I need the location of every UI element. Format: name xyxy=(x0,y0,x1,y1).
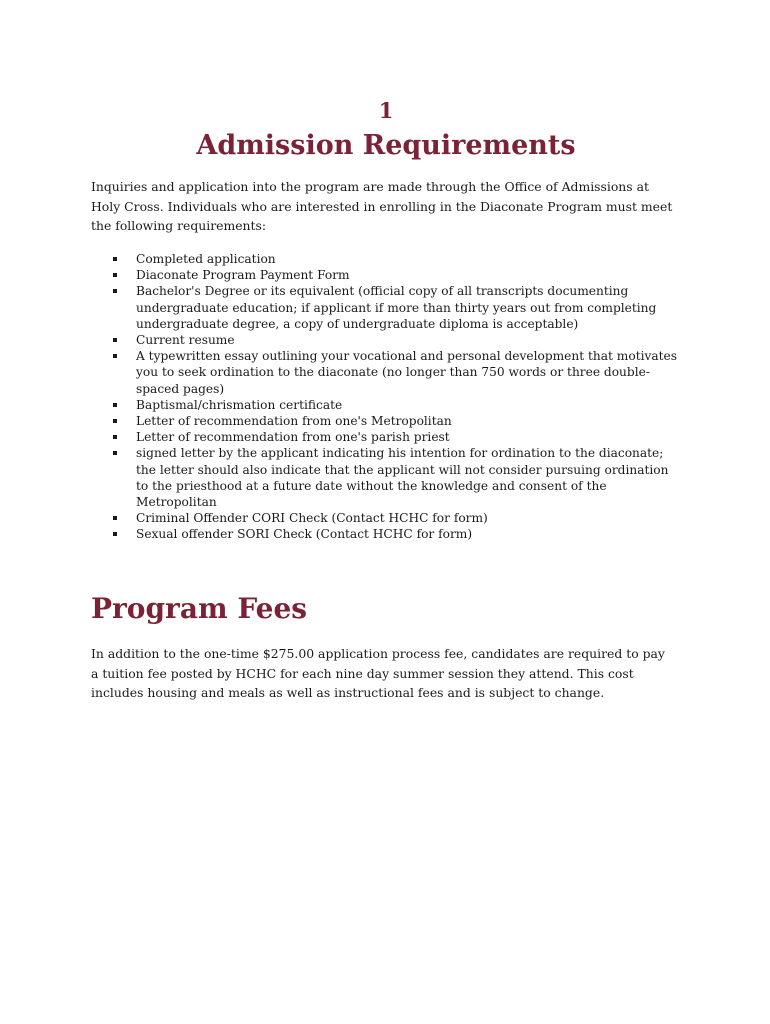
program-fees-paragraph: In addition to the one-time $275.00 application process fee, candidates are required to pay a tuition fee posted by HCHC for each nine day summer session they attend. This cost includes housing and meals as well as instructional fees and is subject to change. xyxy=(91,646,665,700)
list-item: Letter of recommendation from one's parish priest xyxy=(91,429,681,445)
chapter-number: 1 xyxy=(378,98,394,123)
list-item: Current resume xyxy=(91,332,681,348)
program-fees-heading: Program Fees xyxy=(91,592,308,625)
list-item: Letter of recommendation from one's Metropolitan xyxy=(91,413,681,429)
list-item: A typewritten essay outlining your vocational and personal development that motivates you to seek ordination to the diaconate (no longer than 750 words or three double-spaced pages) xyxy=(91,348,681,397)
admission-requirements-heading: Admission Requirements xyxy=(196,130,576,161)
admission-intro-paragraph: Inquiries and application into the program are made through the Office of Admissions at Holy Cross. Individuals who are interested in enrolling in the Diaconate Program must meet the following requirements: xyxy=(91,179,673,233)
list-item: Sexual offender SORI Check (Contact HCHC for form) xyxy=(91,526,681,542)
requirements-list xyxy=(91,251,681,543)
list-item: Baptismal/chrismation certificate xyxy=(91,397,681,413)
list-item: signed letter by the applicant indicating his intention for ordination to the diaconate; the letter should also indicate that the applicant will not consider pursuing ordination to the priesthood at a future date without the knowledge and consent of the Metropolitan xyxy=(91,445,681,510)
list-item: Diaconate Program Payment Form xyxy=(91,267,681,283)
list-item: Completed application xyxy=(91,251,681,267)
list-item: Bachelor's Degree or its equivalent (official copy of all transcripts documenting undergraduate education; if applicant if more than thirty years out from completing undergraduate degree, a copy of undergraduate diploma is acceptable) xyxy=(91,283,681,332)
list-item: Criminal Offender CORI Check (Contact HCHC for form) xyxy=(91,510,681,526)
